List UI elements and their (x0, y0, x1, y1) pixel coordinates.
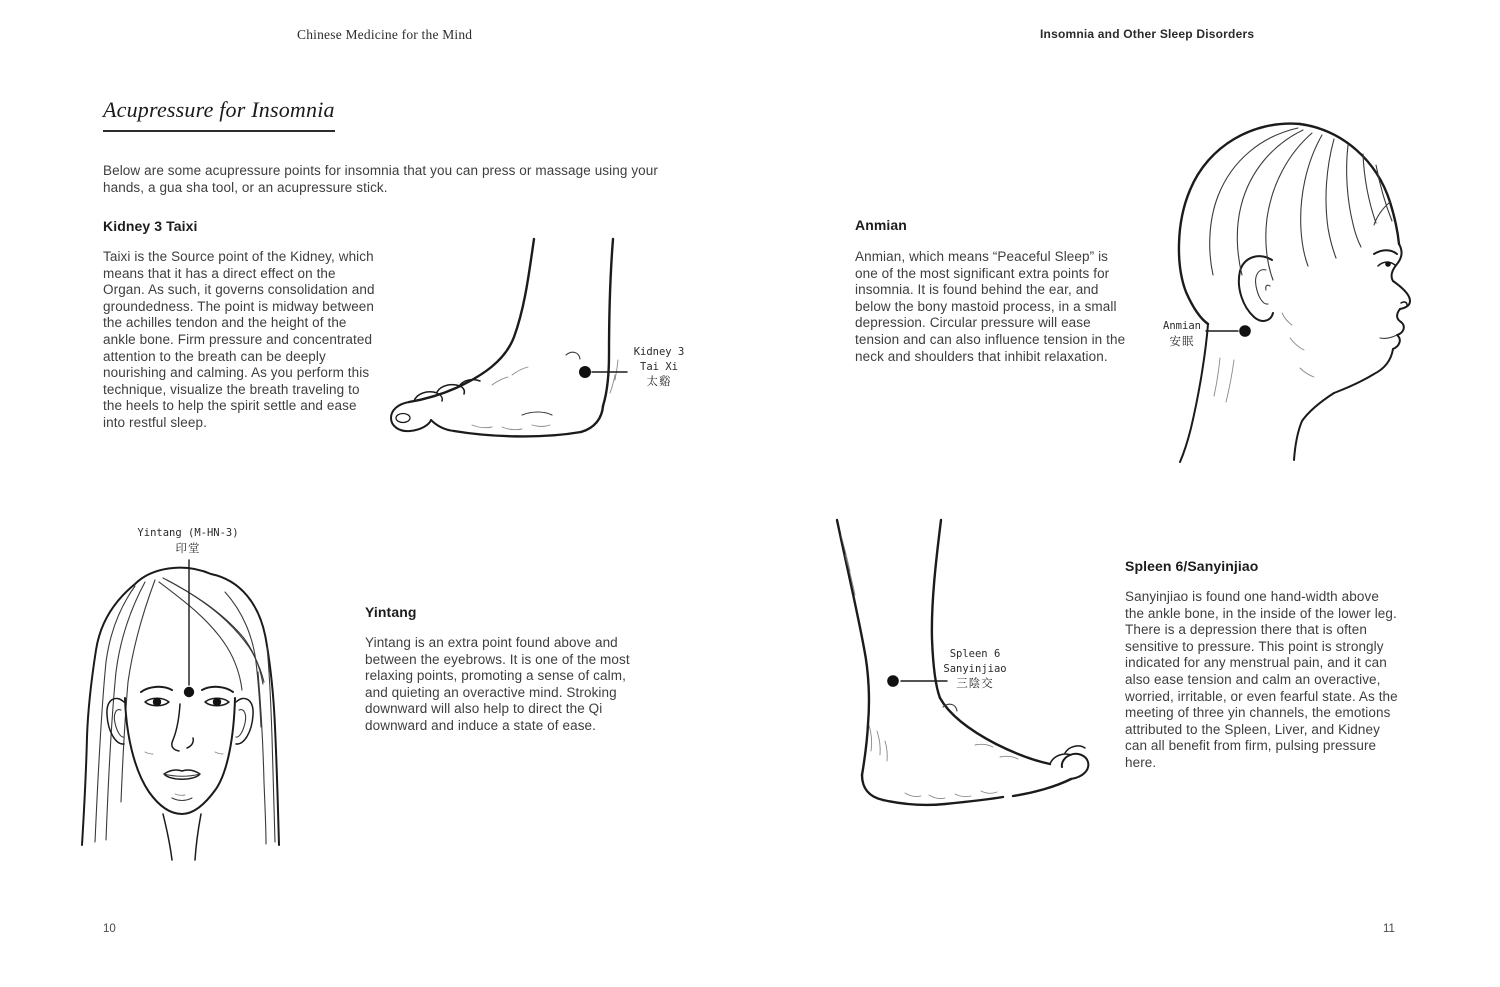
section-heading-anmian: Anmian (855, 217, 907, 233)
acupoint-dot-yintang (184, 687, 194, 697)
section-heading-kidney3: Kidney 3 Taixi (103, 218, 198, 234)
acupoint-dot-anmian (1239, 325, 1251, 337)
paragraph-spleen6: Sanyinjiao is found one hand-width above the ankle bone, in the inside of the lower leg. There is a depression there that is often sensitive to pressure. This point is strongly indicated for any menstrual pain, and it can also ease tension and calm an overactive, worried, irritable, or even fearful state. As the meeting of three yin channels, the emotions attributed to the Spleen, Liver, and Kidney can all benefit from firm, pulsing pressure here. (1125, 589, 1398, 770)
paragraph-anmian: Anmian, which means “Peaceful Sleep” is one of the most significant extra points for insomnia. It is found behind the ear, and below the bony mastoid process, in a small depression. Circular pressure will ease tension and can also influence tension in the neck and shoulders that inhibit relaxation. (855, 249, 1126, 364)
point-label-yintang: Yintang (M-HN-3) 印堂 (137, 527, 239, 555)
foot-side-illustration (372, 235, 652, 450)
page-number-left: 10 (103, 923, 116, 935)
paragraph-kidney3: Taixi is the Source point of the Kidney, which means that it has a direct effect on the Organ. As such, it governs consolidation and groundedness. The point is midway between the achilles tendon and the height of the ankle bone. Firm pressure and concentrated attention to the breath can be deeply nourishing and calming. As you perform this technique, visualize the breath traveling to the heels to help the spirit settle and ease into restful sleep. (103, 249, 375, 430)
running-header-left: Chinese Medicine for the Mind (297, 27, 473, 42)
head-profile-illustration (1150, 108, 1440, 468)
acupoint-dot-spleen6 (887, 675, 899, 687)
point-label-spleen6: Spleen 6 Sanyinjiao 三陰交 (943, 648, 1007, 690)
section-heading-spleen6: Spleen 6/Sanyinjiao (1125, 558, 1259, 574)
acupoint-dot-kidney3 (579, 366, 591, 378)
page-number-right: 11 (1383, 923, 1395, 935)
page-title: Acupressure for Insomnia (103, 97, 335, 132)
point-label-anmian: Anmian 安眠 (1163, 320, 1201, 348)
face-front-illustration (75, 552, 295, 870)
section-heading-yintang: Yintang (365, 604, 417, 620)
intro-paragraph: Below are some acupressure points for insomnia that you can press or massage using your hands, a gua sha tool, or an acupressure stick. (103, 163, 658, 195)
paragraph-yintang: Yintang is an extra point found above and between the eyebrows. It is one of the most relaxing points, promoting a sense of calm, and quieting an overactive mind. Stroking downward will also help to direct the Qi downward and induce a state of ease. (365, 635, 630, 733)
point-label-kidney3: Kidney 3 Tai Xi 太谿 (633, 346, 685, 388)
running-header-right: Insomnia and Other Sleep Disorders (1040, 27, 1255, 41)
